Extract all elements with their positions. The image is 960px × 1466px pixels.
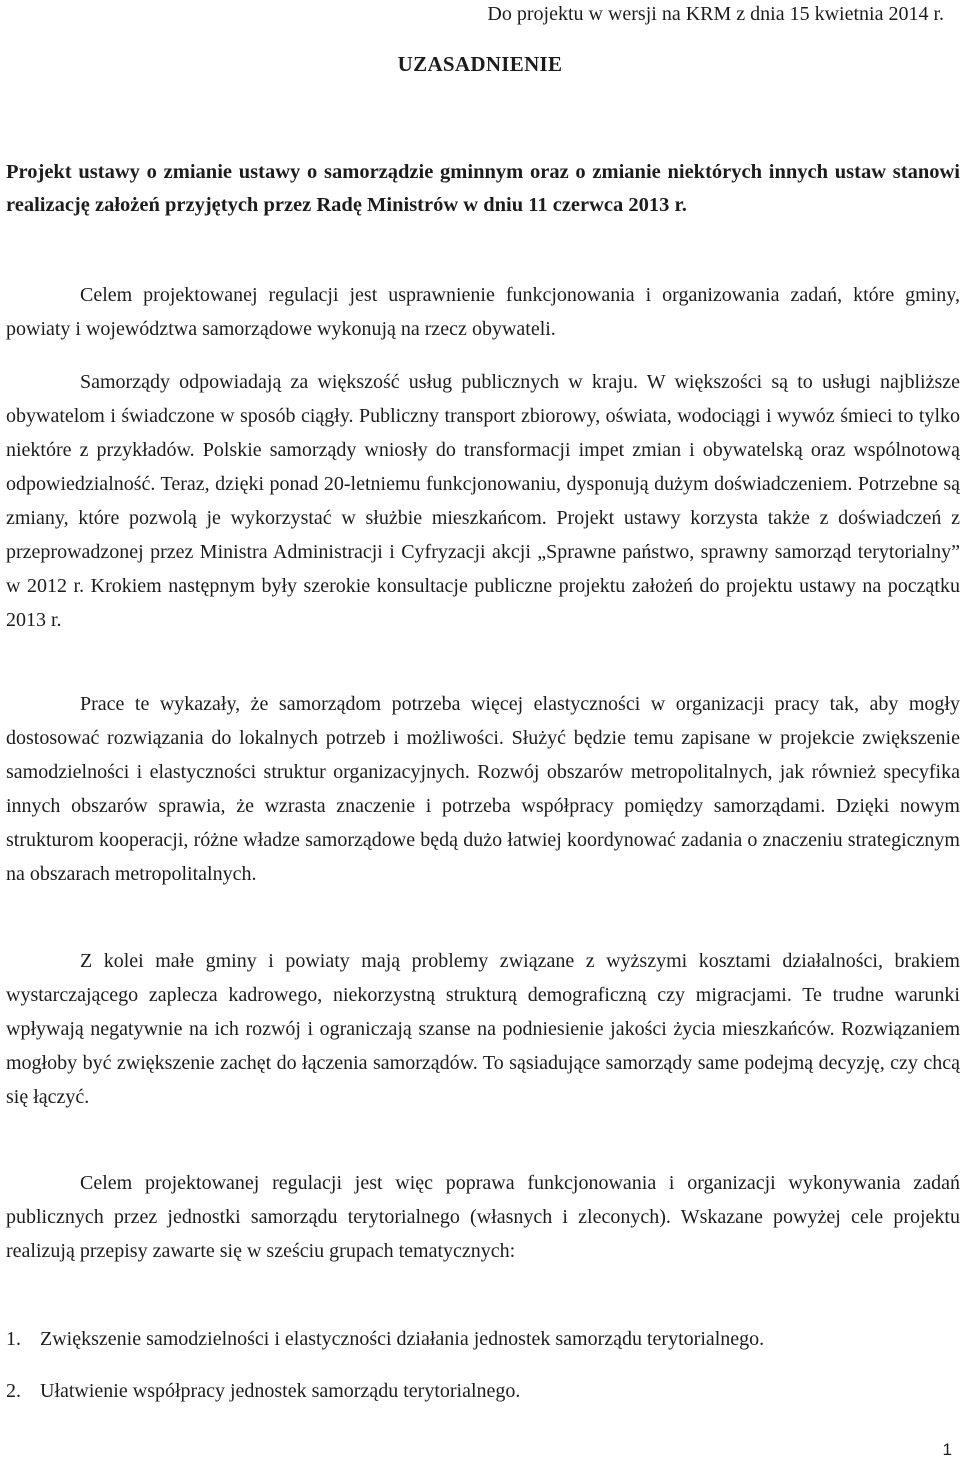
list-item-text: Zwiększenie samodzielności i elastyczności działania jednostek samorządu terytorialnego. [40, 1328, 765, 1350]
list-item [6, 1324, 956, 1354]
paragraph-intro: Projekt ustawy o zmianie ustawy o samorządzie gminnym oraz o zmianie niektórych innych ustaw stanowi realizację założeń przyjętych przez Radę Ministrów w dniu 11 czerwca 2013 r. [6, 161, 960, 216]
list-item [6, 1376, 956, 1406]
paragraph-flexibility: Prace te wykazały, że samorządom potrzeba więcej elastyczności w organizacji pracy tak, aby mogły dostosować rozwiązania do lokalnych potrzeb i możliwości. Służyć będzie temu zapisane w projekcie zwiększenie samodzielności i elastyczności struktur organizacyjnych. Rozwój obszarów metropolitalnych, jak również specyfika innych obszarów sprawia, że wzrasta znaczenie i potrzeba współpracy pomiędzy samorządami. Dzięki nowym strukturom kooperacji, różne władze samorządowe będą dużo łatwiej koordynować zadania o znaczeniu strategicznym na obszarach metropolitalnych. [6, 693, 960, 885]
paragraph-services: Samorządy odpowiadają za większość usług publicznych w kraju. W większości są to usługi najbliższe obywatelom i świadczone w sposób ciągły. Publiczny transport zbiorowy, oświata, wodociągi i wywóz śmieci to tylko niektóre z przykładów. Polskie samorządy wniosły do transformacji impet zmian i obywatelską oraz wspólnotową odpowiedzialność. Teraz, dzięki ponad 20-letniemu funkcjonowaniu, dysponują dużym doświadczeniem. Potrzebne są zmiany, które pozwolą je wykorzystać w służbie mieszkańcom. Projekt ustawy korzysta także z doświadczeń z przeprowadzonej przez Ministra Administracji i Cyfryzacji akcji „Sprawne państwo, sprawny samorząd terytorialny” w 2012 r. Krokiem następnym były szerokie konsultacje publiczne projektu założeń do projektu ustawy na początku 2013 r. [6, 371, 960, 631]
list-item-number: 1. [6, 1328, 21, 1350]
document-title: UZASADNIENIE [397, 52, 563, 76]
list-item-number: 2. [6, 1380, 21, 1402]
list-item-text: Ułatwienie współpracy jednostek samorządu terytorialnego. [40, 1380, 521, 1402]
paragraph-summary: Celem projektowanej regulacji jest więc poprawa funkcjonowania i organizacji wykonywania zadań publicznych przez jednostki samorządu terytorialnego (własnych i zleconych). Wskazane powyżej cele projektu realizują przepisy zawarte się w sześciu grupach tematycznych: [6, 1172, 960, 1262]
paragraph-small-communes: Z kolei małe gminy i powiaty mają problemy związane z wyższymi kosztami działalności, brakiem wystarczającego zaplecza kadrowego, niekorzystną strukturą demograficzną czy migracjami. Te trudne warunki wpływają negatywnie na ich rozwój i ograniczają szanse na podniesienie jakości życia mieszkańców. Rozwiązaniem mogłoby być zwiększenie zachęt do łączenia samorządów. To sąsiadujące samorządy same podejmą decyzję, czy chcą się łączyć. [6, 950, 960, 1108]
header-note: Do projektu w wersji na KRM z dnia 15 kwietnia 2014 r. [487, 3, 944, 25]
paragraph-goal: Celem projektowanej regulacji jest usprawnienie funkcjonowania i organizowania zadań, które gminy, powiaty i województwa samorządowe wykonują na rzecz obywateli. [6, 284, 960, 340]
page-number: 1 [942, 1440, 952, 1459]
